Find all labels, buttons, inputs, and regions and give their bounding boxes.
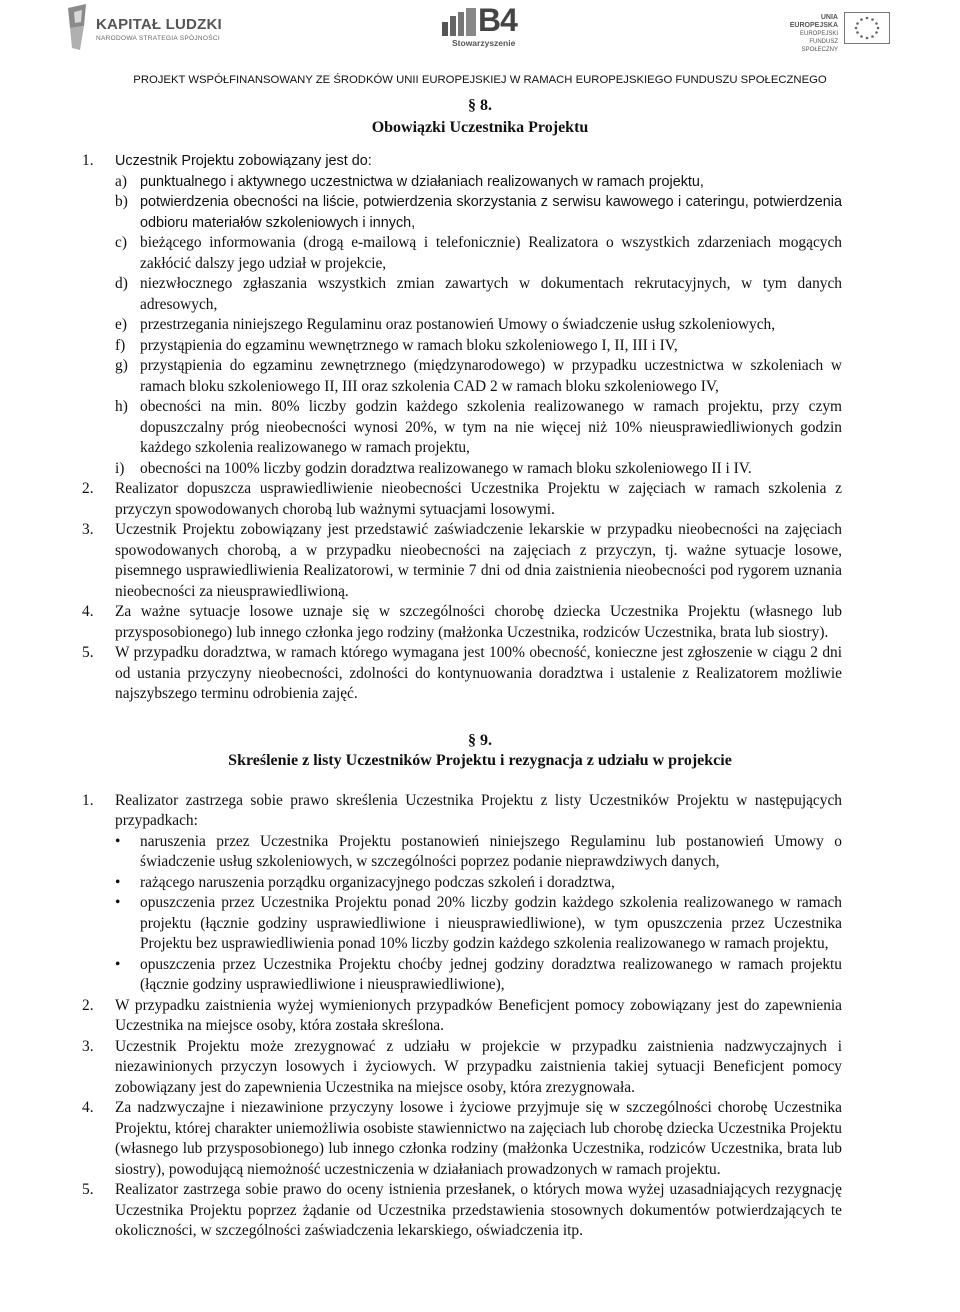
s9-item-1: [0, 791, 960, 832]
s8-item-4-text: Za ważne sytuacje losowe uznaje się w szczególności chorobę dziecka Uczestnika Projektu (własnego lub przysposobionego) lub innego członka jego rodziny (małżonka Uczestnika, rodziców Uczestnika, brata lub siostry).: [115, 603, 842, 641]
s8-sub-i-label: i): [115, 459, 125, 477]
b4-mark-icon: [442, 8, 478, 38]
s8-sub-f: [0, 336, 960, 357]
s9-item-3: [0, 1037, 960, 1099]
s8-item-3-text: Uczestnik Projektu zobowiązany jest przedstawić zaświadczenie lekarskie w przypadku nieobecności na zajęciach spowodowanych chorobą, a w przypadku nieobecności na zajęciach z przyczyn, tj. ważne sytuacje losowe, pisemnego usprawiedliwienia Realizatorowi, w terminie 7 dni od dnia zaistnienia nieobecności pod rygorem uznania nieobecności za nieusprawiedliwioną.: [115, 521, 842, 600]
s8-sub-h: [0, 397, 960, 459]
page-header: [0, 0, 960, 90]
section-9-number: § 9.: [468, 731, 492, 749]
s8-item-2-num: 2.: [82, 480, 94, 497]
s8-sub-g: [0, 356, 960, 397]
s8-item-5-text: W przypadku doradztwa, w ramach którego wymagana jest 100% obecność, konieczne jest zgłoszenie w ciągu 2 dni od ustania przyczyny nieobecności, zdolności do kontynuowania doradztwa i ustalenie z Realizatorem możliwie najszybszego terminu odrobienia zajęć.: [115, 644, 842, 702]
s8-sub-d-text: niezwłocznego zgłaszania wszystkich zmian zawartych w dokumentach rekrutacyjnych, w tym danych adresowych,: [140, 275, 842, 313]
s8-sub-h-text: obecności na min. 80% liczby godzin każdego szkolenia realizowanego w ramach projektu, przy czym dopuszczalny próg nieobecności wynosi 20%, w tym na nie więcej niż 10% nieusprawiedliwionych godzin każdego szkolenia realizowanego w ramach projektu,: [140, 398, 842, 456]
s8-item-3-num: 3.: [82, 521, 94, 538]
eu-text: [772, 14, 838, 54]
s8-item-2-text: Realizator dopuszcza usprawiedliwienie nieobecności Uczestnika Projektu w zajęciach w ramach szkolenia z przyczyn spowodowanych chorobą lub ważnymi sytuacjami losowymi.: [115, 480, 842, 518]
s8-sub-c-text: bieżącego informowania (drogą e-mailową i telefonicznie) Realizatora o wszystkich zdarzeniach mogących zakłócić dalszy jego udział w projekcie,: [140, 234, 842, 272]
s8-item-2: [0, 479, 960, 520]
bullet-icon: •: [115, 955, 121, 973]
s9-item-5-num: 5.: [82, 1181, 94, 1198]
kapital-ludzki-subtitle: NARODOWA STRATEGIA SPÓJNOŚCI: [96, 35, 220, 42]
s9-item-2-num: 2.: [82, 996, 94, 1014]
s9-bullet-1-text: naruszenia przez Uczestnika Projektu postanowień niniejszego Regulaminu lub postanowień Umowy o świadczenie usług szkoleniowych, w szczególności poprzez podanie nieprawdziwych danych,: [140, 832, 842, 870]
s9-item-1-num: 1.: [82, 791, 94, 809]
section-8-number: § 8.: [468, 97, 492, 114]
section-8-title: Obowiązki Uczestnika Projektu: [371, 118, 589, 136]
kapital-ludzki-title: KAPITAŁ LUDZKI: [96, 16, 222, 33]
s9-item-2: [0, 996, 960, 1037]
s9-item-3-num: 3.: [82, 1037, 94, 1055]
s8-sub-h-label: h): [115, 398, 128, 415]
bullet-icon: •: [115, 873, 121, 891]
kapital-ludzki-flag-icon: [66, 4, 88, 52]
s8-sub-d: [0, 274, 960, 315]
s8-sub-g-text: przystąpienia do egzaminu zewnętrznego (międzynarodowego) w przypadku uczestnictwa w szkoleniach w ramach bloku szkoleniowego II, III oraz szkolenia CAD 2 w ramach bloku szkoleniowego IV,: [140, 357, 842, 395]
s8-sub-e-label: e): [115, 316, 127, 333]
s9-bullet-2: [0, 873, 960, 894]
s8-item-4: [0, 602, 960, 643]
s9-item-4-text: Za nadzwyczajne i niezawinione przyczyny losowe i życiowe przyjmuje się w szczególności chorobę Uczestnika Projektu, której charakter uniemożliwia osobiste stawiennictwo na zajęciach lub chorobę dziecka Uczestnika Projektu (własnego lub przysposobionego) lub innego członka rodziny (małżonka Uczestnika, rodziców Uczestnika, brata lub siostry), powodującą niemożność uczestniczenia w działaniach prowadzonych w ramach projektu.: [115, 1099, 842, 1178]
s8-item-3: [0, 520, 960, 602]
bullet-icon: •: [115, 894, 121, 911]
s9-bullet-4: [0, 955, 960, 996]
s8-sub-b-label: b): [115, 193, 128, 210]
s8-sub-d-label: d): [115, 275, 128, 292]
s8-sub-a-text: punktualnego i aktywnego uczestnictwa w działaniach realizowanych w ramach projektu,: [140, 173, 704, 190]
s9-item-4-num: 4.: [82, 1099, 94, 1116]
s8-sub-c-label: c): [115, 234, 127, 251]
s8-sub-f-label: f): [115, 336, 126, 354]
s8-sub-e-text: przestrzegania niniejszego Regulaminu oraz postanowień Umowy o świadczenie usług szkoleniowych,: [140, 316, 776, 333]
s9-item-1-text: Realizator zastrzega sobie prawo skreślenia Uczestnika Projektu z listy Uczestników Projektu w następujących przypadkach:: [115, 791, 842, 829]
s8-sub-c: [0, 233, 960, 274]
s9-item-5: [0, 1180, 960, 1242]
eu-line1: UNIA EUROPEJSKA: [789, 14, 838, 29]
b4-subtitle: Stowarzyszenie: [452, 38, 516, 48]
document-body: [0, 96, 960, 1242]
s8-item-4-num: 4.: [82, 603, 94, 620]
eu-line2: EUROPEJSKI: [799, 31, 838, 37]
s9-item-5-text: Realizator zastrzega sobie prawo do oceny istnienia przesłanek, o których mowa wyżej uzasadniających rezygnację Uczestnika Projektu poprzez żądanie od Uczestnika przedstawienia stosownych dokumentów potwierdzających te okoliczności, w szczególności zaświadczenia lekarskiego, oświadczenia itp.: [115, 1181, 842, 1239]
s8-item-1: [0, 151, 960, 172]
s9-item-3-text: Uczestnik Projektu może zrezygnować z udziału w projekcie w przypadku zaistnienia nadzwyczajnych i niezawinionych przyczyn losowych i życiowych. W przypadku zaistnienia takiej sytuacji Beneficjent pomocy zobowiązany jest do zapewnienia Uczestnika na miejsce osoby, która zrezygnowała.: [115, 1037, 842, 1096]
s8-sub-e: [0, 315, 960, 336]
s8-sub-b-text: potwierdzenia obecności na liście, potwierdzenia skorzystania z serwisu kawowego i cateringu, potwierdzenia odbioru materiałów szkoleniowych i innych,: [140, 194, 842, 231]
s9-item-4: [0, 1098, 960, 1180]
s8-sub-i: [0, 459, 960, 480]
s8-item-1-num: 1.: [82, 152, 94, 169]
bullet-icon: •: [115, 832, 121, 850]
section-9-title: Skreślenie z listy Uczestników Projektu i rezygnacja z udziału w projekcie: [228, 752, 732, 769]
s8-sub-b: [0, 192, 960, 233]
s8-item-5: [0, 643, 960, 705]
s8-sub-i-text: obecności na 100% liczby godzin doradztwa realizowanego w ramach bloku szkoleniowego II i IV.: [140, 459, 752, 477]
s9-item-2-text: W przypadku zaistnienia wyżej wymienionych przypadków Beneficjent pomocy zobowiązany jest do zapewnienia Uczestnika na miejsce osoby, która została skreślona.: [115, 996, 842, 1034]
s8-item-1-text: Uczestnik Projektu zobowiązany jest do:: [115, 153, 372, 169]
eu-flag-icon: [844, 12, 890, 44]
s9-bullet-3-text: opuszczenia przez Uczestnika Projektu ponad 20% liczby godzin każdego szkolenia realizowanego w ramach projektu (łącznie godziny usprawiedliwione i nieusprawiedliwione), w tym opuszczenia przez Uczestnika Projektu bez usprawiedliwienia ponad 10% liczby godzin każdego szkolenia realizowanego w ramach projektu,: [140, 894, 842, 952]
s8-sub-g-label: g): [115, 357, 128, 374]
s9-bullet-1: [0, 832, 960, 873]
project-banner: PROJEKT WSPÓŁFINANSOWANY ZE ŚRODKÓW UNII EUROPEJSKIEJ W RAMACH EUROPEJSKIEGO FUNDUSZU SPOŁECZNEGO: [133, 74, 827, 86]
eu-logo: [772, 10, 892, 53]
eu-line3: FUNDUSZ SPOŁECZNY: [801, 39, 838, 53]
b4-wordmark: B4: [478, 2, 517, 38]
s9-bullet-2-text: rażącego naruszenia porządku organizacyjnego podczas szkoleń i doradztwa,: [140, 873, 615, 891]
s8-sub-f-text: przystąpienia do egzaminu wewnętrznego w ramach bloku szkoleniowego I, II, III i IV,: [140, 336, 678, 354]
s9-bullet-4-text: opuszczenia przez Uczestnika Projektu choćby jednej godziny doradztwa realizowanego w ramach projektu (łącznie godziny usprawiedliwione i nieusprawiedliwione),: [140, 955, 842, 993]
s8-item-5-num: 5.: [82, 644, 94, 661]
kapital-ludzki-logo: [66, 4, 236, 56]
b4-logo: [442, 2, 522, 50]
s8-sub-a: [0, 172, 960, 193]
s8-sub-a-label: a): [115, 172, 127, 190]
s9-bullet-3: [0, 893, 960, 955]
